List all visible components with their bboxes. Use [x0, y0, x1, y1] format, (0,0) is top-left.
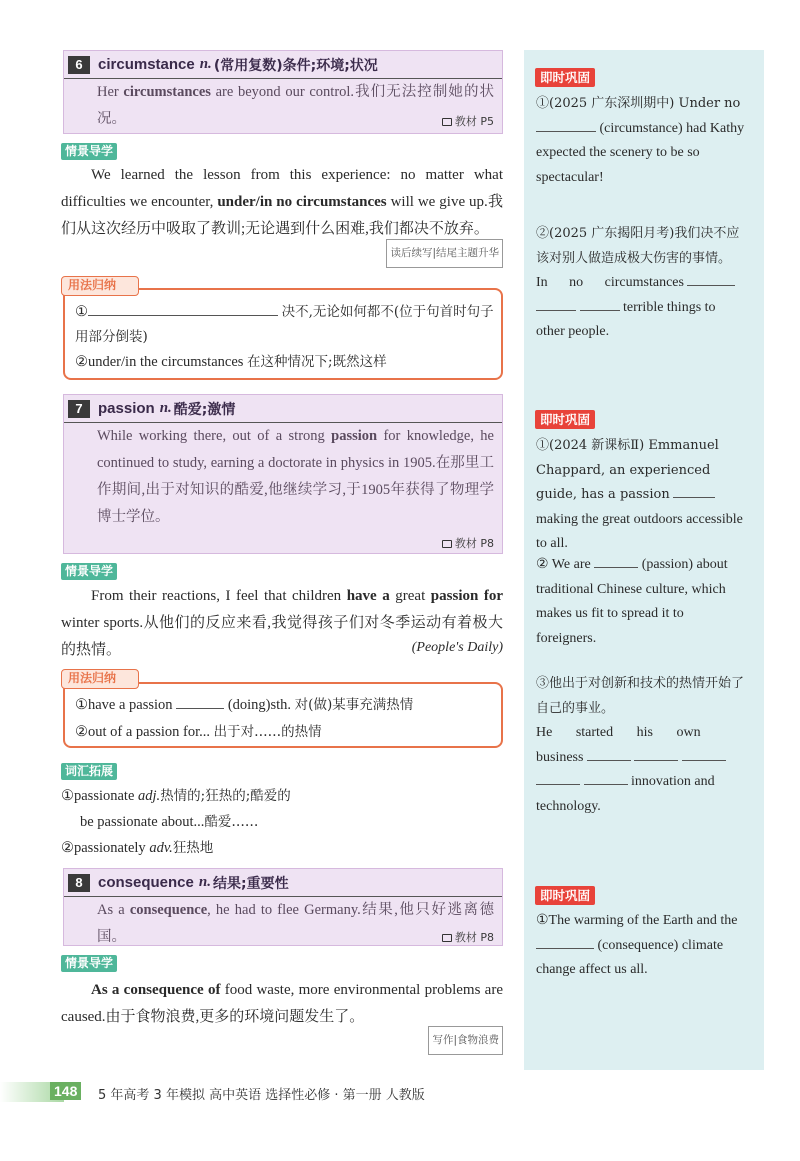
entry-7-header [64, 395, 502, 423]
headword: passion [98, 400, 155, 417]
entry-6-box [63, 50, 503, 134]
answer-blank[interactable] [587, 747, 631, 761]
source-citation: (People's Daily) [411, 640, 503, 655]
book-title: 5 年高考 3 年模拟 高中英语 选择性必修 · 第一册 人教版 [98, 1088, 425, 1103]
scene-tag: 情景导学 [61, 955, 117, 972]
textbook-source: 教材 P8 [442, 535, 494, 551]
entry-number: 8 [68, 874, 90, 892]
answer-blank[interactable] [536, 771, 580, 785]
headword-meaning: 酷爱;激情 [173, 401, 236, 418]
book-icon [442, 540, 452, 548]
example-sentence: As a consequence, he had to flee Germany.结果,他只好逃离德国。 [97, 902, 494, 945]
answer-blank[interactable] [536, 297, 576, 311]
scene-paragraph: We learned the lesson from this experience: no matter what difficulties we encounter, under/in no circumstances will we give up.我们从这次经历中吸取了教训;无论遇到什么困难,我们都决不放弃。 读后续写|结尾主题升华 [61, 162, 503, 268]
usage-label: 用法归纳 [61, 276, 139, 296]
answer-blank[interactable] [687, 272, 735, 286]
example-sentence: While working there, out of a strong passion for knowledge, he continued to study, earning a doctorate in physics in 1905.在那里工作期间,出于对知识的酷爱,他继续学习,于1905年获得了物理学博士学位。 [97, 428, 494, 525]
answer-blank[interactable] [536, 935, 594, 949]
vocab-item: ②passionately adv.狂热地 [61, 840, 214, 856]
usage-item: ②out of a passion for... 出于对……的热情 [75, 724, 322, 740]
answer-blank[interactable] [682, 747, 726, 761]
usage-item: ① 决不,无论如何都不(位于句首时句子用部分倒装) [75, 304, 494, 345]
quiz-question: ③他出于对创新和技术的热情开始了自己的事业。 He started his own business innovation and technology. [536, 676, 745, 814]
entry-7-box [63, 394, 503, 554]
quiz-tag: 即时巩固 [535, 410, 595, 429]
scene-paragraph: From their reactions, I feel that children have a great passion for winter sports.从他们的反应来看,我觉得孩子们对冬季运动有着极大的热情。 [61, 588, 504, 658]
quiz-tag: 即时巩固 [535, 886, 595, 905]
headword: consequence [98, 874, 194, 891]
quiz-tag: 即时巩固 [535, 68, 595, 87]
quiz-question: ①The warming of the Earth and the (consequence) climate change affect us all. [536, 913, 738, 977]
textbook-source: 教材 P8 [442, 929, 494, 945]
usage-item: ②under/in the circumstances 在这种情况下;既然这样 [75, 354, 387, 370]
entry-8-box [63, 868, 503, 946]
scene-paragraph: As a consequence of food waste, more environmental problems are caused.由于食物浪费,更多的环境问题发生了。 写作|食物浪费 [61, 977, 503, 1055]
scene-tag: 情景导学 [61, 143, 117, 160]
quiz-question: ①(2024 新课标Ⅱ) Emmanuel Chappard, an experienced guide, has a passion making the great outdoors accessible to all. [536, 438, 743, 551]
entry-8-header [64, 869, 502, 897]
page-number: 148 [50, 1082, 81, 1100]
entry-number: 7 [68, 400, 90, 418]
entry-number: 6 [68, 56, 90, 74]
answer-blank[interactable] [176, 695, 224, 709]
usage-box [63, 288, 503, 380]
textbook-source: 教材 P5 [442, 113, 494, 129]
part-of-speech: n. [199, 56, 212, 72]
headword: circumstance [98, 56, 195, 73]
writing-tag: 写作|食物浪费 [428, 1026, 503, 1055]
example-sentence: Her circumstances are beyond our control.我们无法控制她的状况。 [97, 84, 494, 127]
answer-blank[interactable] [88, 302, 278, 316]
answer-blank[interactable] [580, 297, 620, 311]
usage-item: ①have a passion (doing)sth. 对(做)某事充满热情 [75, 697, 414, 713]
quiz-question: ①(2025 广东深圳期中) Under no (circumstance) had Kathy expected the scenery to be so spectacular! [536, 96, 745, 185]
vocab-item: be passionate about...酷爱…… [80, 814, 259, 830]
book-icon [442, 934, 452, 942]
quiz-question: ② We are (passion) about traditional Chinese culture, which makes us fit to spread it to foreigners. [536, 553, 746, 651]
headword-meaning: (常用复数)条件;环境;状况 [213, 57, 378, 74]
answer-blank[interactable] [673, 484, 715, 498]
part-of-speech: n. [159, 400, 172, 416]
book-icon [442, 118, 452, 126]
entry-6-header [64, 51, 502, 79]
quiz-question: ②(2025 广东揭阳月考)我们决不应该对别人做造成极大伤害的事情。 In no circumstances terrible things to other people. [536, 226, 740, 339]
scene-tag: 情景导学 [61, 563, 117, 580]
answer-blank[interactable] [584, 771, 628, 785]
usage-label: 用法归纳 [61, 669, 139, 689]
answer-blank[interactable] [594, 554, 638, 568]
page-footer [0, 1080, 520, 1104]
usage-box [63, 682, 503, 748]
answer-blank[interactable] [634, 747, 678, 761]
writing-tag: 读后续写|结尾主题升华 [386, 239, 503, 268]
headword-meaning: 结果;重要性 [212, 875, 289, 892]
vocab-tag: 词汇拓展 [61, 763, 117, 780]
answer-blank[interactable] [536, 118, 596, 132]
part-of-speech: n. [198, 874, 211, 890]
vocab-item: ①passionate adj.热情的;狂热的;酷爱的 [61, 788, 291, 804]
